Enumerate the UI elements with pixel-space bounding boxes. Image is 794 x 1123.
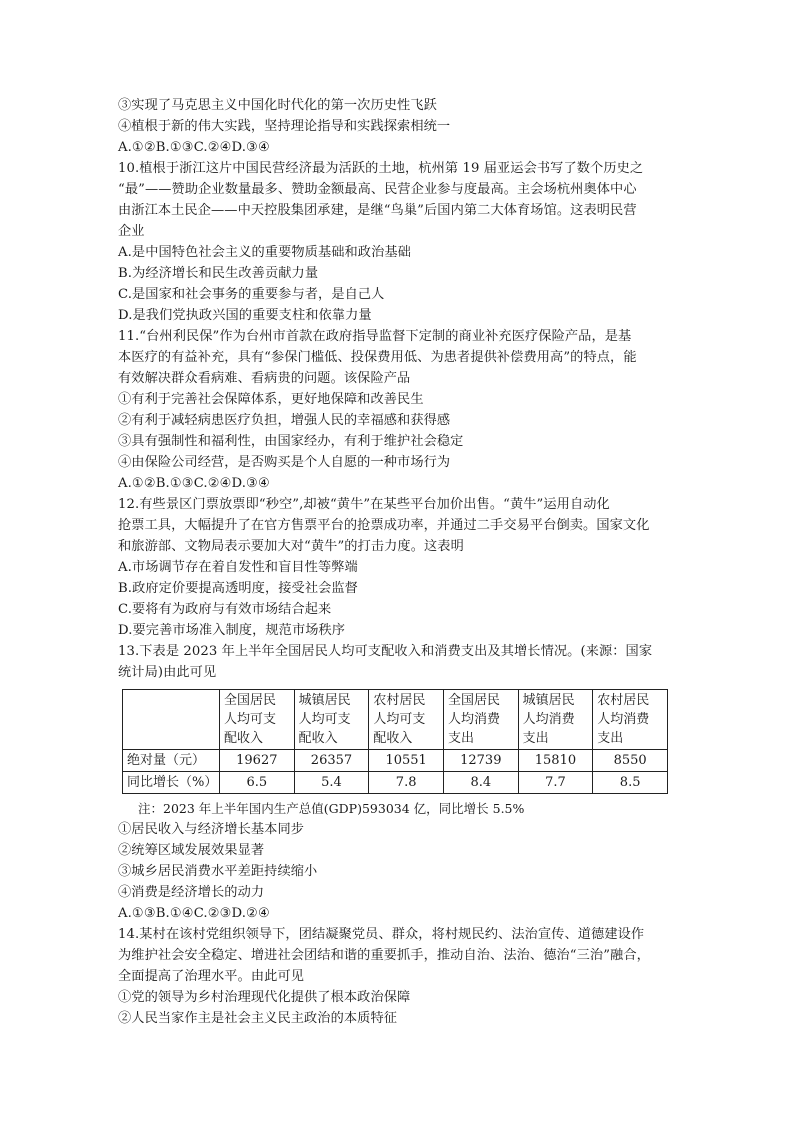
table-cell: 6.5 <box>220 772 295 794</box>
table-header-cell: 农村居民 人均消费 支出 <box>593 690 668 750</box>
q11-option-3: ③具有强制性和福利性，由国家经办，有利于维护社会稳定 <box>118 434 464 449</box>
question-11 <box>118 326 678 494</box>
table-cell: 12739 <box>443 750 518 772</box>
q14-stem-line: 为维护社会安全稳定、增进社会团结和谐的重要抓手，推动自治、法治、德治“三治”融合， <box>118 948 650 963</box>
table-header-cell: 全国居民 人均消费 支出 <box>443 690 518 750</box>
q12-stem-line: 12.有些景区门票放票即“秒空”,却被“黄牛”在某些平台加价出售。“黄牛”运用自动化 <box>118 497 610 512</box>
question-14 <box>118 924 678 1029</box>
table-cell: 7.7 <box>518 772 593 794</box>
question-10 <box>118 158 678 326</box>
q13-stem-line: 统计局)由此可见 <box>118 665 217 680</box>
table-header-cell: 城镇居民 人均可支 配收入 <box>294 690 369 750</box>
q11-stem-line: 本医疗的有益补充，具有“参保门槛低、投保费用低、为患者提供补偿费用高”的特点，能 <box>118 350 637 365</box>
q12-option-d: D.要完善市场准入制度，规范市场秩序 <box>118 623 346 638</box>
q14-option-1: ①党的领导为乡村治理现代化提供了根本政治保障 <box>118 990 411 1005</box>
q9-answers: A.①②B.①③C.②④D.③④ <box>118 140 270 155</box>
table-row <box>123 772 668 794</box>
table-cell: 15810 <box>518 750 593 772</box>
q13-option-1: ①居民收入与经济增长基本同步 <box>118 822 305 837</box>
q9-tail <box>118 95 678 158</box>
q12-option-c: C.要将有为政府与有效市场结合起来 <box>118 602 332 617</box>
q11-option-1: ①有利于完善社会保障体系，更好地保障和改善民生 <box>118 392 424 407</box>
table-row <box>123 750 668 772</box>
q11-option-4: ④由保险公司经营，是否购买是个人自愿的一种市场行为 <box>118 455 451 470</box>
table-cell: 7.8 <box>369 772 444 794</box>
income-consumption-table <box>122 689 668 794</box>
question-12 <box>118 494 678 641</box>
q11-stem-line: 有效解决群众看病难、看病贵的问题。该保险产品 <box>118 371 411 386</box>
q10-stem-line: “最”——赞助企业数量最多、赞助金额最高、民营企业参与度最高。主会场杭州奥体中心 <box>118 182 637 197</box>
table-note: 注：2023 年上半年国内生产总值(GDP)593034 亿，同比增长 5.5% <box>138 801 525 816</box>
table-row-label: 同比增长（%） <box>123 772 220 794</box>
q14-option-2: ②人民当家作主是社会主义民主政治的本质特征 <box>118 1011 398 1026</box>
q12-stem-line: 抢票工具，大幅提升了在官方售票平台的抢票成功率，并通过二手交易平台倒卖。国家文化 <box>118 518 650 533</box>
q10-option-d: D.是我们党执政兴国的重要支柱和依靠力量 <box>118 308 372 323</box>
q12-stem-line: 和旅游部、文物局表示要加大对“黄牛”的打击力度。这表明 <box>118 539 464 554</box>
table-cell: 10551 <box>369 750 444 772</box>
q9-option-4: ④植根于新的伟大实践，坚持理论指导和实践探索相统一 <box>118 119 451 134</box>
table-cell: 19627 <box>220 750 295 772</box>
table-cell: 8.5 <box>593 772 668 794</box>
q10-option-b: B.为经济增长和民生改善贡献力量 <box>118 266 319 281</box>
q13-stem-line: 13.下表是 2023 年上半年全国居民人均可支配收入和消费支出及其增长情况。(来源：国家 <box>118 644 653 659</box>
q10-stem-line: 由浙江本土民企——中天控股集团承建，是继“鸟巢”后国内第二大体育场馆。这表明民营 <box>118 203 637 218</box>
q11-option-2: ②有利于减轻病患医疗负担，增强人民的幸福感和获得感 <box>118 413 451 428</box>
exam-page <box>118 95 678 1029</box>
q14-stem-line: 全面提高了治理水平。由此可见 <box>118 969 305 984</box>
table-cell: 5.4 <box>294 772 369 794</box>
q10-stem-line: 10.植根于浙江这片中国民营经济最为活跃的土地，杭州第 19 届亚运会书写了数个历史之 <box>118 161 644 176</box>
table-cell: 8.4 <box>443 772 518 794</box>
q13-option-2: ②统筹区域发展效果显著 <box>118 843 265 858</box>
q11-answers: A.①②B.①③C.②④D.③④ <box>118 476 270 491</box>
table-cell: 26357 <box>294 750 369 772</box>
table-corner-cell <box>123 690 220 750</box>
q9-option-3: ③实现了马克思主义中国化时代化的第一次历史性飞跃 <box>118 98 437 113</box>
q13-option-4: ④消费是经济增长的动力 <box>118 885 265 900</box>
q10-option-a: A.是中国特色社会主义的重要物质基础和政治基础 <box>118 245 411 260</box>
q10-option-c: C.是国家和社会事务的重要参与者，是自己人 <box>118 287 385 302</box>
q13-answers: A.①③B.①④C.②③D.②④ <box>118 906 270 921</box>
question-13 <box>118 641 678 924</box>
table-cell: 8550 <box>593 750 668 772</box>
table-header-row <box>123 690 668 750</box>
table-header-cell: 全国居民 人均可支 配收入 <box>220 690 295 750</box>
q12-option-b: B.政府定价要提高透明度，接受社会监督 <box>118 581 358 596</box>
q14-stem-line: 14.某村在该村党组织领导下，团结凝聚党员、群众，将村规民约、法治宣传、道德建设作 <box>118 927 645 942</box>
q10-stem-line: 企业 <box>118 224 145 239</box>
q13-option-3: ③城乡居民消费水平差距持续缩小 <box>118 864 318 879</box>
table-header-cell: 城镇居民 人均消费 支出 <box>518 690 593 750</box>
table-row-label: 绝对量（元） <box>123 750 220 772</box>
table-header-cell: 农村居民 人均可支 配收入 <box>369 690 444 750</box>
q11-stem-line: 11.“台州利民保”作为台州市首款在政府指导监督下定制的商业补充医疗保险产品，是基 <box>118 329 632 344</box>
q12-option-a: A.市场调节存在着自发性和盲目性等弊端 <box>118 560 358 575</box>
